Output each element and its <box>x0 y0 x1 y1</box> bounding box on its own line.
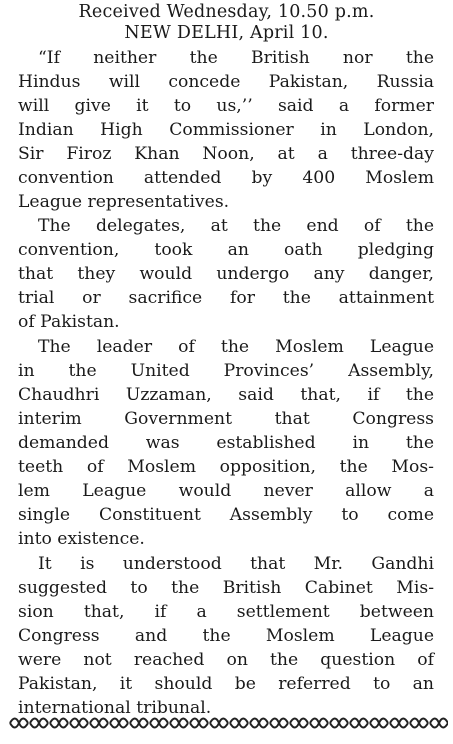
chain-link-icon <box>110 719 128 728</box>
article-line: “If neither the British nor the <box>38 48 434 68</box>
chain-link-icon <box>70 719 88 728</box>
chain-link-icon <box>310 719 328 728</box>
received-timestamp: Received Wednesday, 10.50 p.m. <box>78 2 375 22</box>
article-line: of Pakistan. <box>18 312 120 332</box>
chain-link-icon <box>410 719 428 728</box>
chain-link-icon <box>390 719 408 728</box>
article-line: League representatives. <box>18 192 230 212</box>
article-line: Indian High Commissioner in London, <box>18 120 434 140</box>
article-line: Pakistan, it should be referred to an <box>18 674 434 694</box>
article-line: international tribunal. <box>18 698 212 718</box>
chain-link-icon <box>30 719 48 728</box>
chain-link-icon <box>170 719 188 728</box>
article-line: will give it to us,’’ said a former <box>18 96 434 116</box>
article-line: Sir Firoz Khan Noon, at a three-day <box>18 144 434 164</box>
chain-border-icon <box>8 708 448 738</box>
chain-link-icon <box>430 719 448 728</box>
chain-link-icon <box>10 719 28 728</box>
chain-link-icon <box>350 719 368 728</box>
chain-link-icon <box>370 719 388 728</box>
article-line: teeth of Moslem opposition, the Mos- <box>18 457 434 477</box>
article-line: The leader of the Moslem League <box>38 337 434 357</box>
article-line: Hindus will concede Pakistan, Russia <box>18 72 434 92</box>
chain-link-icon <box>230 719 248 728</box>
chain-link-icon <box>150 719 168 728</box>
article-line: Congress and the Moslem League <box>18 626 434 646</box>
chain-link-icon <box>270 719 288 728</box>
chain-link-icon <box>290 719 308 728</box>
article-line: suggested to the British Cabinet Mis- <box>18 578 434 598</box>
article-line: single Constituent Assembly to come <box>18 505 434 525</box>
article-line: It is understood that Mr. Gandhi <box>38 554 434 574</box>
article-line: were not reached on the question of <box>18 650 434 670</box>
chain-link-icon <box>210 719 228 728</box>
article-line: convention, took an oath pledging <box>18 240 434 260</box>
chain-link-icon <box>250 719 268 728</box>
article-line: interim Government that Congress <box>18 409 434 429</box>
article-line: Chaudhri Uzzaman, said that, if the <box>18 385 434 405</box>
article-line: sion that, if a settlement between <box>18 602 434 622</box>
article-line: trial or sacrifice for the attainment <box>18 288 434 308</box>
article-line: that they would undergo any danger, <box>18 264 434 284</box>
chain-link-icon <box>330 719 348 728</box>
dateline: NEW DELHI, April 10. <box>124 23 329 43</box>
chain-link-icon <box>50 719 68 728</box>
chain-link-icon <box>190 719 208 728</box>
chain-link-icon <box>90 719 108 728</box>
article-line: in the United Provinces’ Assembly, <box>18 361 434 381</box>
article-line: convention attended by 400 Moslem <box>18 168 434 188</box>
article-line: into existence. <box>18 529 145 549</box>
article-line: demanded was established in the <box>18 433 434 453</box>
chain-link-icon <box>130 719 148 728</box>
article-line: The delegates, at the end of the <box>38 216 434 236</box>
article-line: lem League would never allow a <box>18 481 434 501</box>
